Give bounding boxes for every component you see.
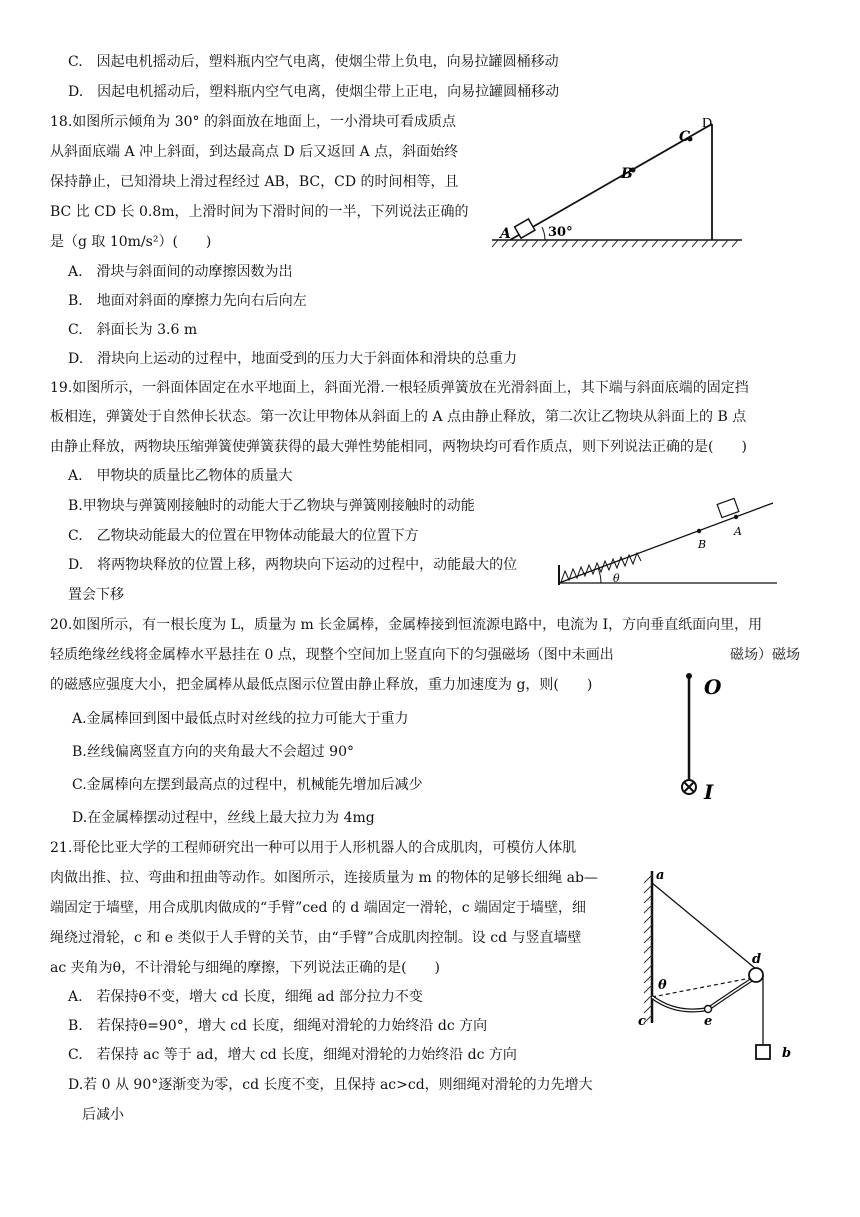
q20-option-a: A.金属棒回到图中最低点时对丝线的拉力可能大于重力 (72, 711, 409, 727)
q18-stem-line-3: 保持静止，已知滑块上滑过程经过 AB，BC，CD 的时间相等，且 (50, 174, 459, 190)
incline-figure (490, 108, 750, 248)
label-c: c (638, 1014, 646, 1029)
q19-stem-line-2: 板相连，弹簧处于自然伸长状态。第一次让甲物体从斜面上的 A 点由静止释放，第二次让乙物块从斜面上的 B 点 (50, 409, 747, 425)
q19-option-d-line-1: D. 将两物块释放的位置上移，两物块向下运动的过程中，动能最大的位 (68, 557, 518, 573)
q18-stem-line-2: 从斜面底端 A 冲上斜面，到达最高点 D 后又返回 A 点，斜面始终 (50, 144, 459, 160)
q20-option-d: D.在金属棒摆动过程中，丝线上最大拉力为 4mg (72, 810, 375, 826)
q18-option-d: D. 滑块向上运动的过程中，地面受到的压力大于斜面体和滑块的总重力 (68, 351, 518, 367)
pulley-d (749, 968, 763, 982)
spring-incline-figure (555, 495, 780, 595)
q21-option-b: B. 若保持θ=90°，增大 cd 长度，细绳对滑轮的力始终沿 dc 方向 (68, 1018, 488, 1034)
point-a (734, 515, 738, 519)
angle-label: 30° (548, 225, 573, 240)
label-c: C (679, 129, 691, 145)
q18-option-a: A. 滑块与斜面间的动摩擦因数为岀 (68, 264, 293, 280)
q19-stem-line-1: 19.如图所示，一斜面体固定在水平地面上，斜面光滑.一根轻质弹簧放在光滑斜面上，其下端与斜面底端的固定挡 (50, 380, 749, 396)
label-b: B (621, 166, 633, 182)
q19-stem-line-3: 由静止释放，两物块压缩弹簧使弹簧获得的最大弹性势能相同，两物块均可看作质点，则下列说法正确的是( ) (50, 439, 747, 455)
q20-stem-line-2-tail: 磁场）磁场 (730, 647, 800, 663)
q20-stem-line-1: 20.如图所示，有一根长度为 L，质量为 m 长金属棒，金属棒接到恒流源电路中，电流为 I，方向垂直纸面向里，用 (50, 617, 763, 633)
q19-option-c: C. 乙物块动能最大的位置在甲物体动能最大的位置下方 (68, 528, 419, 544)
label-d: d (752, 952, 762, 967)
q19-option-b: B.甲物块与弹簧刚接触时的动能大于乙物块与弹簧刚接触时的动能 (68, 498, 475, 514)
q18-option-b: B. 地面对斜面的摩擦力先向右后向左 (68, 293, 307, 309)
q21-option-a: A. 若保持θ不变，增大 cd 长度，细绳 ad 部分拉力不变 (68, 989, 423, 1005)
q18-option-c: C. 斜面长为 3.6 m (68, 322, 198, 338)
q18-stem-line-4: BC 比 CD 长 0.8m，上滑时间为下滑时间的一半，下列说法正确的 (50, 204, 469, 220)
label-b: b (782, 1046, 792, 1061)
q21-option-d-line-1: D.若 0 从 90°逐渐变为零，cd 长度不变，且保持 ac>cd，则细绳对滑轮的力先增大 (68, 1077, 593, 1093)
q21-option-c: C. 若保持 ac 等于 ad，增大 cd 长度，细绳对滑轮的力始终沿 dc 方向 (68, 1047, 517, 1063)
label-i: I (704, 780, 714, 804)
mass-b (756, 1045, 770, 1059)
q21-stem-line-1: 21.哥伦比亚大学的工程师研究出一种可以用于人形机器人的合成肌肉，可模仿人体肌 (50, 840, 577, 856)
label-a: a (656, 868, 665, 883)
q20-option-b: B.丝线偏离竖直方向的夹角最大不会超过 90° (72, 744, 355, 760)
q21-stem-line-5: ac 夹角为θ，不计滑轮与细绳的摩擦，下列说法正确的是( ) (50, 960, 440, 976)
q21-stem-line-2: 肉做出推、拉、弯曲和扭曲等动作。如图所示，连接质量为 m 的物体的足够长细绳 ab— (50, 870, 598, 886)
q17-option-c: C. 因起电机摇动后，塑料瓶内空气电离，使烟尘带上负电，向易拉罐圆桶移动 (68, 54, 559, 70)
q21-stem-line-4: 绳绕过滑轮，c 和 e 类似于人手臂的关节，由“手臂”合成肌肉控制。设 cd 与竖直墙壁 (50, 930, 582, 946)
pendulum-figure (670, 668, 750, 808)
label-a: A (734, 525, 742, 538)
label-e: e (704, 1014, 713, 1029)
rope-ad (652, 883, 756, 969)
q21-stem-line-3: 端固定于墙壁，用合成肌肉做成的“手臂”ced 的 d 端固定一滑轮，c 端固定于墙壁，细 (50, 900, 587, 916)
q17-option-d: D. 因起电机摇动后，塑料瓶内空气电离，使烟尘带上正电，向易拉罐圆桶移动 (68, 84, 560, 100)
q19-option-a: A. 甲物块的质量比乙物体的质量大 (68, 468, 293, 484)
q20-option-c: C.金属棒向左摆到最高点的过程中，机械能先增加后减少 (72, 777, 423, 793)
point-b (697, 529, 701, 533)
theta-label: θ (613, 572, 620, 585)
q18-stem-line-5: 是（g 取 10m/s²）( ) (50, 234, 212, 250)
label-o: O (704, 675, 722, 699)
label-b: B (698, 538, 707, 551)
q21-option-d-line-2: 后减小 (82, 1107, 124, 1123)
joint-e (705, 1006, 712, 1013)
incline-surface (559, 503, 773, 583)
q18-stem-line-1: 18.如图所示倾角为 30° 的斜面放在地面上，一小滑块可看成质点 (50, 114, 456, 130)
label-a: A (500, 226, 511, 242)
q20-stem-line-2: 轻质绝缘丝线将金属棒水平悬挂在 0 点，现整个空间加上竖直向下的匀强磁场（图中未画出 (50, 647, 614, 663)
q19-option-d-line-2: 置会下移 (68, 587, 124, 603)
q20-stem-line-3: 的磁感应强度大小，把金属棒从最低点图示位置由静止释放，重力加速度为 g，则( ) (50, 677, 593, 693)
block (717, 498, 739, 517)
muscle-arm-figure (628, 865, 792, 1085)
theta-label: θ (658, 978, 667, 993)
label-d: D (702, 116, 713, 131)
